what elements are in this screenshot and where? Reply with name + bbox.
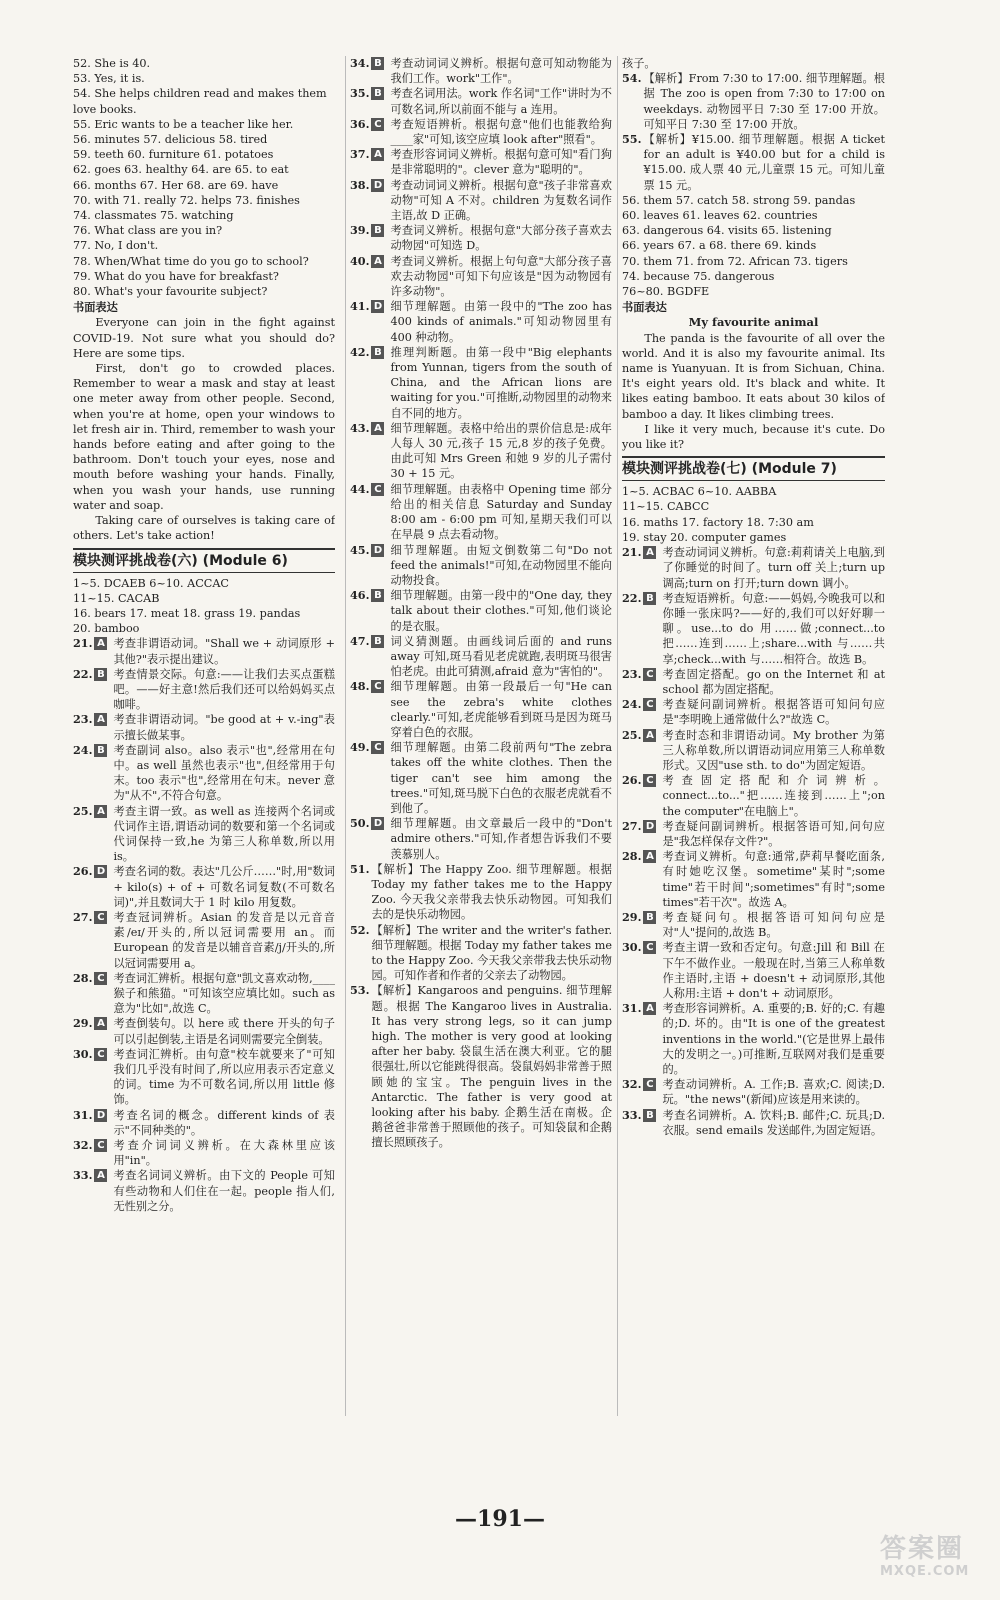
answer-line: 54. She helps children read and makes them love books. — [73, 87, 327, 116]
explanation-item — [350, 223, 612, 253]
explanation-text: 考查主谓一致和否定句。句意:Jill 和 Bill 在下午不做作业。一般现在时,当第三人称单数作主语时,主语 + doesn't + 动词原形,其他人称用:主语 + don't + 动词原形。 — [662, 941, 885, 1000]
question-number: 24. — [73, 742, 93, 757]
answer-line: 79. What do you have for breakfast? — [73, 269, 279, 283]
question-number: 45. — [350, 542, 370, 557]
explanation-text: 词义猜测题。由画线词后面的 and runs away 可知,斑马看见老虎就跑,表明斑马很害怕老虎。由此可猜测,afraid 意为"害怕的"。 — [390, 634, 612, 679]
explanation-item — [350, 421, 612, 482]
explanation-text: 考查动词辨析。A. 工作;B. 喜欢;C. 阅读;D. 玩。"the news"(新闻)应该是用来读的。 — [662, 1078, 885, 1107]
explanation-item — [73, 1016, 335, 1046]
question-number: 51. — [350, 861, 370, 876]
answer-badge: C — [643, 774, 656, 787]
analysis-notes — [622, 71, 885, 193]
explanation-text: 考查名词的数。表达"几公斤……"时,用"数词 + kilo(s) + of + 可数名词复数(不可数名词)",并且数词大于 1 时 kilo 用复数。 — [113, 865, 335, 909]
answer-line: 66. months 67. Her 68. are 69. have — [73, 178, 279, 192]
answer-badge: D — [371, 300, 384, 313]
explanation-item — [622, 545, 885, 591]
answer-badge: C — [94, 911, 107, 924]
explanation-text: 考查词义辨析。句意:通常,萨莉早餐吃面条,有时她吃汉堡。sometime"某时";some time"若干时间";sometimes"有时";some times"若干次"。故选 A。 — [662, 850, 885, 909]
answer-badge: C — [94, 1048, 107, 1061]
answer-badge: C — [643, 941, 656, 954]
essay-paragraph: I like it very much, because it's cute. Do you like it? — [622, 422, 885, 452]
explanation-item — [73, 971, 335, 1017]
answer-line: 76. What class are you in? — [73, 224, 223, 238]
question-number: 34. — [350, 56, 370, 70]
answer-key — [622, 484, 885, 545]
explanation-text: 考查词义辨析。根据句意"大部分孩子喜欢去动物园"可知选 D。 — [390, 224, 612, 253]
explanation-text: 细节理解题。由第二段前两句"The zebra takes off the white clothes. Then the tiger can't see him among the trees."可知,斑马脱下白色的衣服老虎就看不到他了。 — [390, 741, 612, 815]
answer-line: 70. them 71. from 72. African 73. tigers — [622, 254, 848, 268]
explanation-text: 考查动词词义辨析。根据句意可知动物能为我们工作。work"工作"。 — [390, 57, 612, 86]
answer-badge: C — [643, 1078, 656, 1091]
explanation-text: 考查主谓一致。as well as 连接两个名词或代词作主语,谓语动词的数要和第一个名词或代词保持一致,he 为第三人称单数,所以用 is。 — [113, 804, 335, 864]
explanation-item — [622, 667, 885, 697]
explanation-text: 细节理解题。由表格中 Opening time 部分给出的相关信息 Saturday and Sunday 8:00 am - 6:00 pm 可知,星期天我们可以在早晨 9 点去看动物。 — [390, 482, 612, 542]
explanation-text: 考查时态和非谓语动词。My brother 为第三人称单数,所以谓语动词应用第三人称单数形式。又因"use sth. to do"为固定短语。 — [662, 728, 885, 772]
explanation-item — [622, 1077, 885, 1107]
question-number: 50. — [350, 816, 370, 831]
explanation-item — [73, 864, 335, 910]
explanation-text: 考查名词辨析。A. 饮料;B. 邮件;C. 玩具;D. 衣服。send emails 发送邮件,为固定短语。 — [662, 1108, 885, 1137]
explanation-text: 考查动词词义辨析。根据句意"孩子非常喜欢动物"可知 A 不对。children 为复数名词作主语,故 D 正确。 — [390, 178, 612, 223]
explanation-text: 考查非谓语动词。"be good at + v.-ing"表示擅长做某事。 — [113, 713, 335, 742]
answer-line: 60. leaves 61. leaves 62. countries — [622, 209, 818, 223]
answer-badge: D — [371, 179, 384, 192]
question-number: 33. — [622, 1107, 642, 1122]
answer-badge: B — [371, 346, 384, 359]
explanation-text: 考查冠词辨析。Asian 的发音是以元音音素/eɪ/开头的,所以冠词需要用 an。而 European 的发音是以辅音音素/j/开头的,所以冠词需要用 a。 — [113, 910, 335, 970]
analysis-text: 【解析】¥15.00. 细节理解题。根据 A ticket for an adult is ¥40.00 but for a child is ¥15.00. 成人票 40 元,儿童票 15 元。可知儿童票 15 元。 — [643, 133, 885, 192]
explanation-item — [350, 86, 612, 116]
answer-badge: B — [371, 57, 384, 70]
explanation-text: 考查介词词义辨析。在大森林里应该用"in"。 — [113, 1139, 335, 1168]
answer-badge: B — [371, 635, 384, 648]
explanation-item — [622, 910, 885, 940]
explanation-item — [350, 345, 612, 421]
explanation-item — [350, 254, 612, 300]
question-number: 40. — [350, 253, 370, 268]
explanation-text: 考查情景交际。句意:——让我们去买点蛋糕吧。——好主意!然后我们还可以给妈妈买点咖啡。 — [113, 667, 335, 712]
column-middle — [345, 56, 612, 1416]
explanation-text: 考查名词的概念。different kinds of 表示"不同种类的"。 — [113, 1108, 335, 1137]
analysis-item — [622, 71, 885, 132]
answer-key-line: 19. stay 20. computer games — [622, 530, 787, 544]
answer-badge: A — [643, 546, 656, 559]
explanation-item — [350, 482, 612, 543]
answer-key-line: 1~5. DCAEB 6~10. ACCAC — [73, 576, 229, 590]
question-number: 46. — [350, 588, 370, 603]
explanation-item — [350, 634, 612, 680]
answer-badge: A — [371, 422, 384, 435]
page-number: —191— — [455, 1506, 545, 1532]
question-number: 33. — [73, 1168, 93, 1183]
answer-key-line: 20. bamboo — [73, 622, 140, 636]
answer-badge: D — [94, 1109, 107, 1122]
analysis-text: 【解析】The writer and the writer's father. 细节理解题。根据 Today my father takes me to the Happy Zoo. 今天我父亲带我去快乐动物园。可知作者和作者的父亲去了动物园。 — [371, 923, 612, 983]
question-number: 48. — [350, 679, 370, 694]
answer-line: 56. minutes 57. delicious 58. tired — [73, 133, 268, 147]
question-number: 30. — [73, 1046, 93, 1061]
question-number: 25. — [73, 803, 93, 818]
analysis-item — [350, 862, 612, 923]
answer-key-line: 16. bears 17. meat 18. grass 19. pandas — [73, 606, 301, 620]
answer-badge: B — [643, 1109, 656, 1122]
answer-line: 53. Yes, it is. — [73, 72, 145, 86]
explanation-text: 细节理解题。表格中给出的票价信息是:成年人每人 30 元,孩子 15 元,8 岁的孩子免费。由此可知 Mrs Green 和她 9 岁的儿子需付 30 + 15 元。 — [390, 421, 612, 481]
answer-key-line: 11~15. CABCC — [622, 500, 710, 514]
explanation-text: 考查名词词义辨析。由下文的 People 可知有些动物和人们住在一起。people 指人们,无性别之分。 — [113, 1169, 335, 1213]
question-number: 38. — [350, 177, 370, 192]
question-number: 37. — [350, 147, 370, 162]
question-number: 22. — [622, 590, 642, 605]
answer-line: 80. What's your favourite subject? — [73, 285, 268, 299]
explanation-text: 考查动词词义辨析。句意:莉莉请关上电脑,到了你睡觉的时间了。turn off 关上;turn up 调高;turn on 打开;turn down 调小。 — [662, 546, 885, 590]
question-number: 29. — [622, 909, 642, 924]
explanation-item — [350, 299, 612, 345]
explanation-text: 考查形容词辨析。A. 重要的;B. 好的;C. 有趣的;D. 坏的。由"It is one of the greatest inventions in the world."(它是世界上最伟大的发明之一。)可推断,互联网对我们是重要的。 — [662, 1002, 885, 1076]
explanation-item — [622, 849, 885, 910]
answer-badge: A — [371, 255, 384, 268]
answer-lines — [73, 56, 335, 299]
answer-line: 74. classmates 75. watching — [73, 209, 234, 223]
explanation-text: 考查短语辨析。根据句意"他们也能教给狗____家"可知,该空应填 look after"照看"。 — [390, 117, 612, 147]
answer-badge: C — [94, 1139, 107, 1152]
explanation-item — [73, 1047, 335, 1108]
explanation-list — [73, 636, 335, 1214]
answer-line: 66. years 67. a 68. there 69. kinds — [622, 239, 817, 253]
question-number: 24. — [622, 697, 642, 712]
explanation-item — [622, 591, 885, 667]
explanation-item — [73, 743, 335, 804]
question-number: 29. — [73, 1016, 93, 1031]
explanation-item — [73, 804, 335, 865]
answer-badge: C — [371, 680, 384, 693]
answer-key — [73, 576, 335, 637]
explanation-text: 推理判断题。由第一段中"Big elephants from Yunnan, tigers from the south of China, and the African lions are waiting for you."可推断,动物园里的动物来自不同的地方。 — [390, 345, 612, 420]
explanation-text: 细节理解题。由第一段中的"The zoo has 400 kinds of animals."可知动物园里有 400 种动物。 — [390, 300, 612, 344]
answer-badge: D — [371, 817, 384, 830]
question-number: 23. — [622, 666, 642, 681]
answer-lines — [622, 193, 885, 299]
analysis-item — [350, 983, 612, 1150]
question-number: 47. — [350, 633, 370, 648]
explanation-text: 考查词义辨析。根据上句句意"大部分孩子喜欢去动物园"可知下句应该是"因为动物园有许多动物"。 — [390, 254, 612, 299]
essay-paragraph: Taking care of ourselves is taking care of others. Let's take action! — [73, 514, 335, 543]
answer-badge: A — [643, 729, 656, 742]
question-number: 21. — [622, 545, 642, 560]
answer-line: 63. dangerous 64. visits 65. listening — [622, 224, 832, 238]
question-number: 28. — [622, 849, 642, 864]
question-number: 31. — [622, 1001, 642, 1016]
explanation-item — [350, 543, 612, 589]
writing-essay — [73, 315, 335, 543]
explanation-text: 考查副词 also。also 表示"也",经常用在句中。as well 虽然也表示"也",但经常用于句末。too 表示"也",经常用在句末。never 意为"从不",不符合句意。 — [113, 743, 335, 803]
answer-line: 78. When/What time do you go to school? — [73, 254, 309, 268]
answer-badge: C — [643, 668, 656, 681]
answer-badge: A — [94, 1169, 107, 1182]
question-number: 31. — [73, 1107, 93, 1122]
explanation-item — [622, 773, 885, 819]
explanation-item — [622, 728, 885, 774]
question-number: 28. — [73, 970, 93, 985]
explanation-item — [73, 1138, 335, 1168]
answer-line: 52. She is 40. — [73, 57, 151, 70]
writing-label: 书面表达 — [622, 300, 667, 315]
explanation-item — [350, 178, 612, 224]
explanation-item — [622, 940, 885, 1001]
section-title-module-6: 模块测评挑战卷(六) (Module 6) — [73, 548, 335, 573]
explanation-text: 考查词汇辨析。由句意"校车就要来了"可知我们几乎没有时间了,所以应用表示否定意义的词。time 为不可数名词,所以用 little 修饰。 — [113, 1047, 335, 1107]
question-number: 39. — [350, 223, 370, 238]
answer-badge: A — [643, 850, 656, 863]
explanation-text: 考查倒装句。以 here 或 there 开头的句子可以引起倒装,主语是名词则需要完全倒装。 — [113, 1017, 335, 1046]
explanation-list — [622, 545, 885, 1138]
question-number: 21. — [73, 636, 93, 651]
answer-badge: D — [643, 820, 656, 833]
column-left — [73, 56, 335, 1416]
explanation-item — [73, 1168, 335, 1214]
explanation-item — [350, 56, 612, 86]
question-number: 49. — [350, 740, 370, 755]
answer-badge: C — [643, 698, 656, 711]
answer-badge: A — [94, 1017, 107, 1030]
explanation-text: 考查词汇辨析。根据句意"凯文喜欢动物,____猴子和熊猫。"可知该空应填比如。such as 意为"比如",故选 C。 — [113, 971, 335, 1016]
question-number: 26. — [73, 864, 93, 879]
answer-line: 76~80. BGDFE — [622, 285, 710, 299]
analysis-text: 【解析】From 7:30 to 17:00. 细节理解题。根据 The zoo is open from 7:30 to 17:00 on weekdays. 动物园平日 7:30 至 17:00 开放。可知平日 7:30 至 17:00 开放。 — [643, 72, 885, 131]
explanation-item — [350, 588, 612, 634]
explanation-item — [350, 117, 612, 147]
answer-badge: C — [371, 118, 384, 131]
explanation-item — [622, 1108, 885, 1138]
essay-paragraph: The panda is the favourite of all over the world. And it is also my favourite animal. Its name is Yuanyuan. It is from Sichuan, China. It's eight years old. It's black and white. It likes eating bamboo. It eats about 30 kilos of bamboo a day. It likes climbing trees. — [622, 331, 885, 421]
answer-line: 56. them 57. catch 58. strong 59. pandas — [622, 193, 856, 207]
answer-line: 74. because 75. dangerous — [622, 269, 775, 283]
explanation-item — [622, 819, 885, 849]
question-number: 25. — [622, 727, 642, 742]
explanation-text: 考查疑问副词辨析。根据答语可知,问句应是"我怎样保存文件?"。 — [662, 819, 885, 848]
analysis-notes — [350, 862, 612, 1151]
answer-badge: B — [371, 589, 384, 602]
explanation-text: 考查形容词词义辨析。根据句意可知"看门狗是非常聪明的"。clever 意为"聪明的"。 — [390, 148, 612, 177]
question-number: 54. — [622, 71, 642, 86]
watermark-url: MXQE.COM — [880, 1564, 970, 1579]
question-number: 27. — [73, 909, 93, 924]
explanation-text: 细节理解题。由第一段最后一句"He can see the zebra's white clothes clearly."可知,老虎能够看到斑马是因为斑马穿着白色的衣服。 — [390, 680, 612, 739]
explanation-item — [350, 816, 612, 862]
answer-badge: B — [94, 744, 107, 757]
answer-line: 62. goes 63. healthy 64. are 65. to eat — [73, 163, 289, 177]
watermark-text: 答案圈 — [880, 1534, 965, 1564]
question-number: 52. — [350, 922, 370, 937]
explanation-item — [622, 697, 885, 727]
explanation-item — [73, 636, 335, 666]
explanation-item — [73, 712, 335, 742]
analysis-text: 【解析】The Happy Zoo. 细节理解题。根据 Today my father takes me to the Happy Zoo. 今天我父亲带我去快乐动物园。可知我们去的是快乐动物园。 — [371, 862, 612, 922]
explanation-text: 考查疑问副词辨析。根据答语可知问句应是"李明晚上通常做什么?"故选 C。 — [662, 698, 885, 727]
question-number: 32. — [73, 1138, 93, 1153]
question-number: 36. — [350, 116, 370, 131]
answer-key-line: 1~5. ACBAC 6~10. AABBA — [622, 485, 777, 499]
writing-label: 书面表达 — [73, 300, 118, 315]
answer-badge: A — [94, 805, 107, 818]
explanation-text: 考查非谓语动词。"Shall we + 动词原形 + 其他?"表示提出建议。 — [113, 637, 335, 666]
analysis-text: 【解析】Kangaroos and penguins. 细节理解题。根据 The Kangaroo lives in Australia. It has very strong legs, so it can jump high. The mother is very good at looking after her baby. 袋鼠生活在澳大利亚。它的腿很强壮,所以它能跳得很高。袋鼠妈妈非常善于照顾她的宝宝。The penguin lives in the Antarctic. The father is very good at looking after his baby. 企鹅生活在南极。企鹅爸爸非常善于照顾他的孩子。可知袋鼠和企鹅擅长照顾孩子。 — [371, 984, 612, 1150]
explanation-text: 细节理解题。由第一段中的"One day, they talk about their clothes."可知,他们谈论的是衣服。 — [390, 589, 612, 633]
answer-badge: B — [371, 87, 384, 100]
answer-key-line: 11~15. CACAB — [73, 591, 160, 605]
answer-badge: C — [371, 483, 384, 496]
explanation-item — [350, 740, 612, 816]
explanation-item — [73, 910, 335, 971]
answer-badge: A — [94, 637, 107, 650]
answer-badge: C — [371, 741, 384, 754]
explanation-item — [73, 667, 335, 713]
analysis-item — [350, 923, 612, 984]
answer-line: 77. No, I don't. — [73, 239, 159, 253]
answer-key-line: 16. maths 17. factory 18. 7:30 am — [622, 515, 814, 529]
explanation-item — [350, 679, 612, 740]
question-number: 55. — [622, 132, 642, 147]
continued-line: 孩子。 — [622, 57, 656, 70]
question-number: 23. — [73, 712, 93, 727]
explanation-text: 考查固定搭配。go on the Internet 和 at school 都为固定搭配。 — [662, 667, 885, 696]
answer-badge: B — [371, 224, 384, 237]
question-number: 43. — [350, 420, 370, 435]
answer-line: 55. Eric wants to be a teacher like her. — [73, 117, 294, 131]
answer-badge: B — [643, 592, 656, 605]
answer-line: 70. with 71. really 72. helps 73. finishes — [73, 193, 300, 207]
question-number: 44. — [350, 481, 370, 496]
essay-title: My favourite animal — [688, 315, 819, 330]
explanation-item — [622, 1001, 885, 1077]
question-number: 35. — [350, 86, 370, 101]
column-right — [617, 56, 885, 1416]
analysis-item — [622, 132, 885, 193]
question-number: 26. — [622, 773, 642, 788]
explanation-item — [350, 147, 612, 177]
section-title-module-7: 模块测评挑战卷(七) (Module 7) — [622, 456, 885, 481]
answer-badge: A — [94, 713, 107, 726]
answer-badge: B — [94, 668, 107, 681]
question-number: 32. — [622, 1077, 642, 1092]
answer-badge: D — [371, 544, 384, 557]
answer-badge: D — [94, 865, 107, 878]
question-number: 53. — [350, 983, 370, 998]
essay-paragraph: First, don't go to crowded places. Remember to wear a mask and stay at least one meter away from other people. Second, when you're at home, open your windows to let fresh air in. Third, remember to wash your hands before eating and after going to the bathroom. Don't touch your eyes, nose and mouth before washing your hands. Finally, when you wash your hands, use running water and soap. — [73, 362, 335, 512]
explanation-text: 考查疑问句。根据答语可知问句应是对"人"提问的,故选 B。 — [662, 910, 885, 940]
explanation-text: 细节理解题。由文章最后一段中的"Don't admire others."可知,作者想告诉我们不要羡慕别人。 — [390, 817, 612, 861]
question-number: 30. — [622, 940, 642, 955]
question-number: 42. — [350, 344, 370, 359]
writing-essay — [622, 331, 885, 453]
answer-badge: C — [94, 972, 107, 985]
question-number: 27. — [622, 818, 642, 833]
answer-badge: A — [643, 1002, 656, 1015]
answer-badge: B — [643, 911, 656, 924]
answer-line: 59. teeth 60. furniture 61. potatoes — [73, 148, 274, 162]
answer-badge: A — [371, 148, 384, 161]
essay-paragraph: Everyone can join in the fight against COVID-19. Not sure what you should do? Here are some tips. — [73, 316, 335, 360]
explanation-item — [73, 1108, 335, 1138]
question-number: 41. — [350, 299, 370, 314]
explanation-list — [350, 56, 612, 862]
explanation-text: 细节理解题。由短文倒数第二句"Do not feed the animals!"可知,在动物园里不能向动物投食。 — [390, 543, 612, 587]
explanation-text: 考查短语辨析。句意:——妈妈,今晚我可以和你睡一张床吗?——好的,我们可以好好聊一聊。use...to do 用……做;connect...to 把……连到……上;share...with 与……共享;check...with 与……相符合。故选 B。 — [662, 591, 885, 666]
explanation-text: 考查固定搭配和介词辨析。connect...to..."把……连接到……上";on the computer"在电脑上"。 — [662, 774, 885, 818]
explanation-text: 考查名词用法。work 作名词"工作"讲时为不可数名词,所以前面不能与 a 连用。 — [390, 87, 612, 116]
watermark-logo — [880, 1534, 992, 1590]
question-number: 22. — [73, 666, 93, 681]
